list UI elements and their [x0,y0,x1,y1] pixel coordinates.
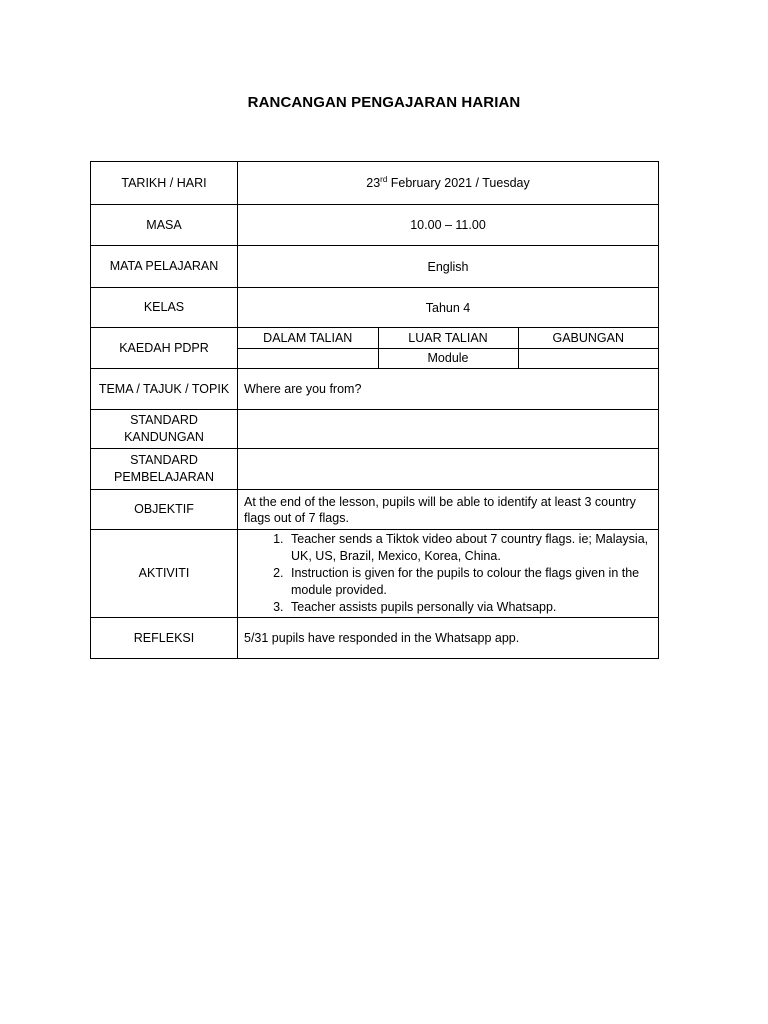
aktiviti-item: 1. Teacher sends a Tiktok video about 7 country flags. ie; Malaysia, UK, US, Brazil, Mexico, Korea, China. [287,531,652,565]
kaedah-value-gabungan [518,348,658,368]
kaedah-value-dalam-talian [238,348,378,368]
label-sk-line2: KANDUNGAN [124,430,204,444]
row-mata-pelajaran [91,246,659,288]
value-standard-kandungan [238,410,659,449]
row-refleksi [91,618,659,659]
date-rest: February 2021 / Tuesday [387,176,530,190]
value-refleksi: 5/31 pupils have responded in the Whatsapp app. [238,618,659,659]
label-mata-pelajaran: MATA PELAJARAN [91,246,238,288]
label-sk-line1: STANDARD [130,413,198,427]
row-standard-kandungan [91,410,659,449]
kaedah-option-dalam-talian: DALAM TALIAN [238,328,378,348]
label-aktiviti: AKTIVITI [91,530,238,618]
label-tema: TEMA / TAJUK / TOPIK [91,369,238,410]
row-tema [91,369,659,410]
row-tarikh [91,162,659,205]
row-masa [91,205,659,246]
label-standard-pembelajaran [91,449,238,490]
value-objektif: At the end of the lesson, pupils will be able to identify at least 3 country flags out of 7 flags. [238,490,659,530]
value-aktiviti [238,530,659,618]
date-day: 23 [366,176,381,190]
row-objektif [91,490,659,530]
label-kelas: KELAS [91,288,238,328]
label-sp-line1: STANDARD [130,453,198,467]
kaedah-cell [238,328,659,369]
label-kaedah: KAEDAH PDPR [91,328,238,369]
date-suffix: rd [380,174,388,184]
value-tarikh [238,162,659,205]
value-masa: 10.00 – 11.00 [238,205,659,246]
row-kaedah [91,328,659,369]
label-sp-line2: PEMBELAJARAN [113,470,215,484]
label-objektif: OBJEKTIF [91,490,238,530]
label-masa: MASA [91,205,238,246]
value-tema: Where are you from? [238,369,659,410]
aktiviti-list [238,531,658,616]
value-mata-pelajaran: English [238,246,659,288]
label-tarikh: TARIKH / HARI [91,162,238,205]
value-kelas: Tahun 4 [238,288,659,328]
label-standard-kandungan [91,410,238,449]
value-standard-pembelajaran [238,449,659,490]
row-standard-pembelajaran [91,449,659,490]
kaedah-option-gabungan: GABUNGAN [518,328,658,348]
aktiviti-item: 3. Teacher assists pupils personally via Whatsapp. [287,599,652,616]
label-refleksi: REFLEKSI [91,618,238,659]
aktiviti-item: 2. Instruction is given for the pupils to colour the flags given in the module provided. [287,565,652,599]
lesson-plan-table [90,161,659,659]
kaedah-options-table [238,328,658,368]
row-kelas [91,288,659,328]
page-title: RANCANGAN PENGAJARAN HARIAN [247,94,521,111]
kaedah-option-luar-talian: LUAR TALIAN [378,328,518,348]
kaedah-value-luar-talian: Module [378,348,518,368]
row-aktiviti [91,530,659,618]
